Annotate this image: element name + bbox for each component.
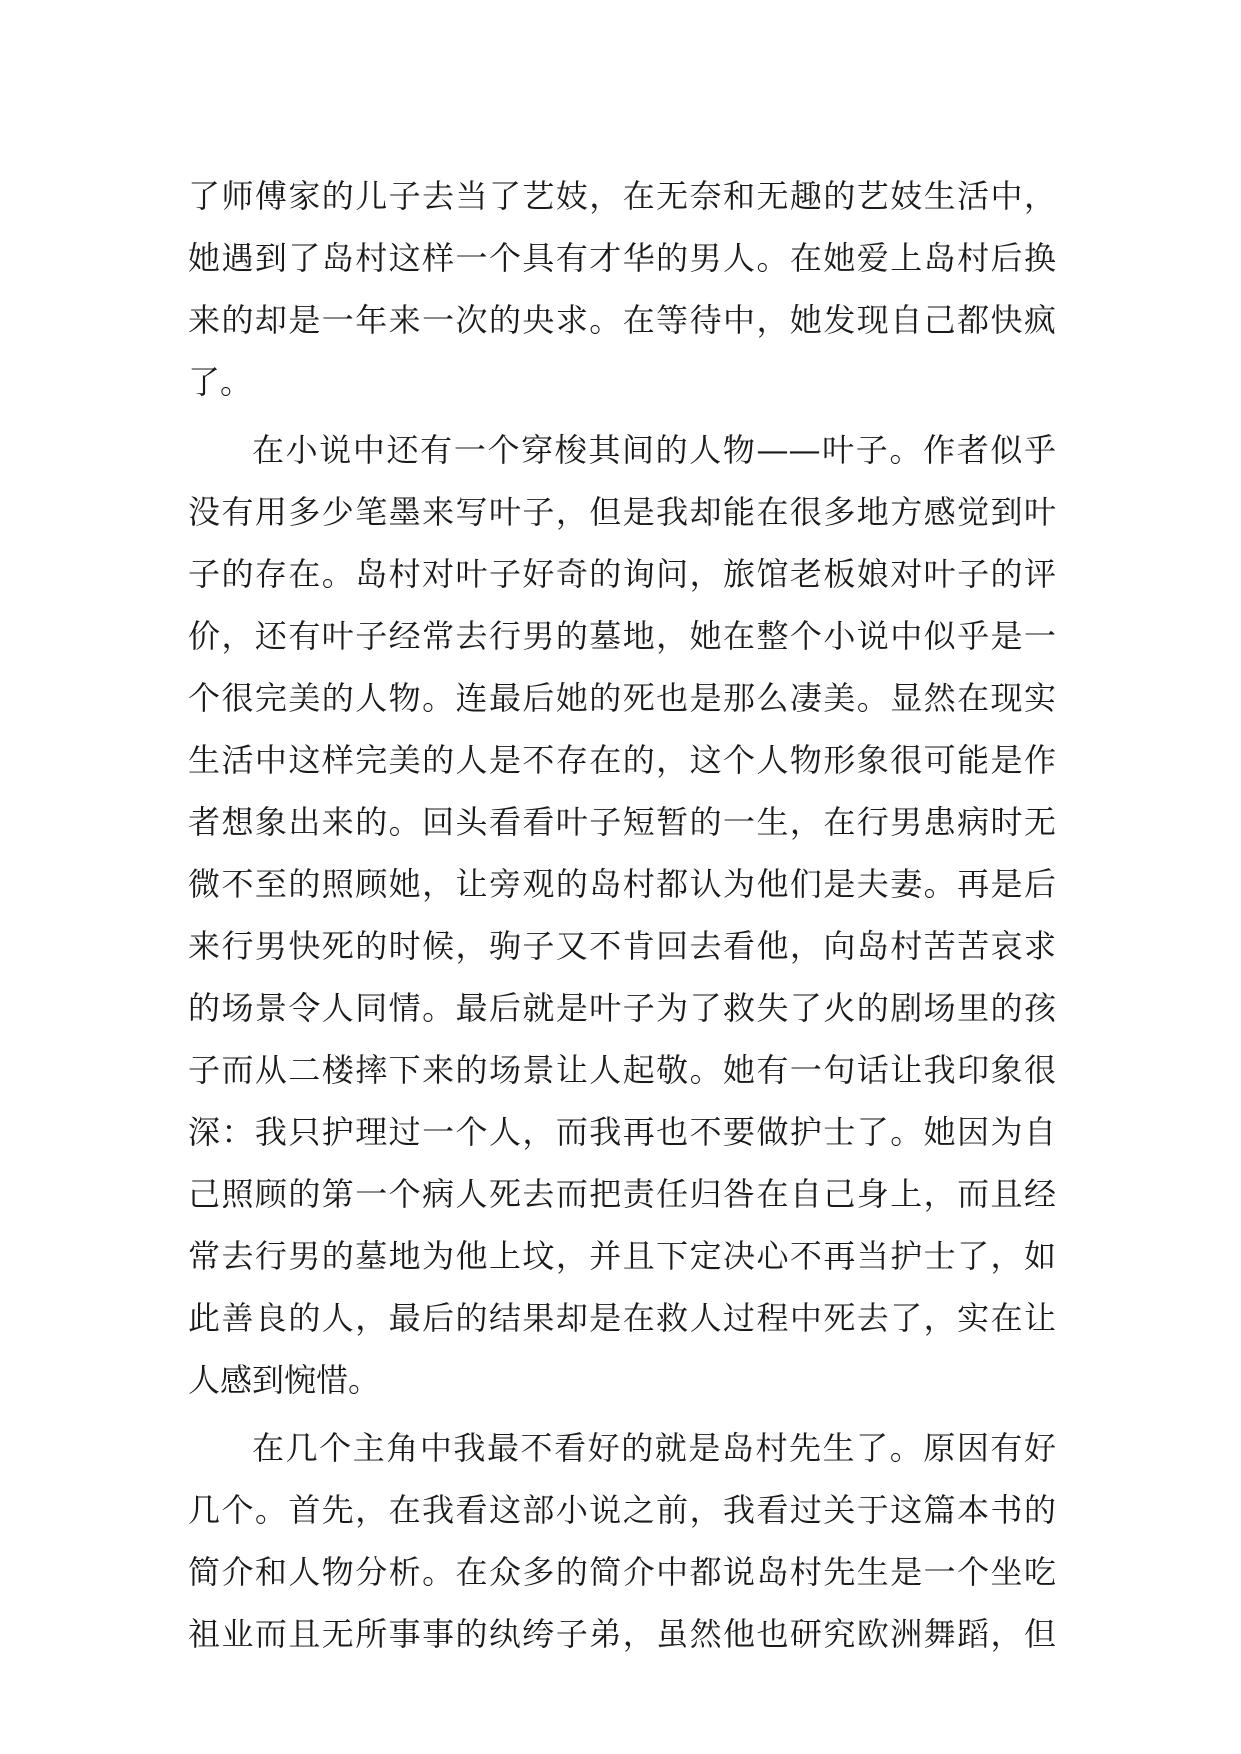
body-text	[188, 165, 1056, 1665]
text-line: 几个。首先，在我看这部小说之前，我看过关于这篇本书的	[188, 1491, 1056, 1529]
text-line: 在几个主角中我最不看好的就是岛村先生了。原因有好	[252, 1429, 1056, 1467]
text-line: 人感到惋惜。	[188, 1361, 381, 1399]
text-line: 没有用多少笔墨来写叶子，但是我却能在很多地方感觉到叶	[188, 493, 1056, 531]
text-line: 来的却是一年来一次的央求。在等待中，她发现自己都快疯	[188, 301, 1056, 339]
text-line: 深：我只护理过一个人，而我再也不要做护士了。她因为自	[188, 1113, 1056, 1151]
text-line: 者想象出来的。回头看看叶子短暂的一生，在行男患病时无	[188, 803, 1056, 841]
text-line: 微不至的照顾她，让旁观的岛村都认为他们是夫妻。再是后	[188, 865, 1056, 903]
text-line: 在小说中还有一个穿梭其间的人物——叶子。作者似乎	[252, 431, 1056, 469]
text-line: 价，还有叶子经常去行男的墓地，她在整个小说中似乎是一	[188, 617, 1056, 655]
text-line: 此善良的人，最后的结果却是在救人过程中死去了，实在让	[188, 1299, 1056, 1337]
text-line: 子的存在。岛村对叶子好奇的询问，旅馆老板娘对叶子的评	[188, 555, 1056, 593]
text-line: 祖业而且无所事事的纨绔子弟，虽然他也研究欧洲舞蹈，但	[188, 1615, 1056, 1653]
text-line: 生活中这样完美的人是不存在的，这个人物形象很可能是作	[188, 741, 1056, 779]
text-line: 来行男快死的时候，驹子又不肯回去看他，向岛村苦苦哀求	[188, 927, 1056, 965]
text-line: 的场景令人同情。最后就是叶子为了救失了火的剧场里的孩	[188, 989, 1056, 1027]
text-line: 了。	[188, 363, 253, 401]
text-line: 她遇到了岛村这样一个具有才华的男人。在她爱上岛村后换	[188, 239, 1056, 277]
text-line: 己照顾的第一个病人死去而把责任归咎在自己身上，而且经	[188, 1175, 1056, 1213]
text-line: 子而从二楼摔下来的场景让人起敬。她有一句话让我印象很	[188, 1051, 1056, 1089]
text-line: 常去行男的墓地为他上坟，并且下定决心不再当护士了，如	[188, 1237, 1056, 1275]
text-line: 个很完美的人物。连最后她的死也是那么凄美。显然在现实	[188, 679, 1056, 717]
text-line: 了师傅家的儿子去当了艺妓，在无奈和无趣的艺妓生活中，	[188, 177, 1056, 215]
text-line: 简介和人物分析。在众多的简介中都说岛村先生是一个坐吃	[188, 1553, 1056, 1591]
